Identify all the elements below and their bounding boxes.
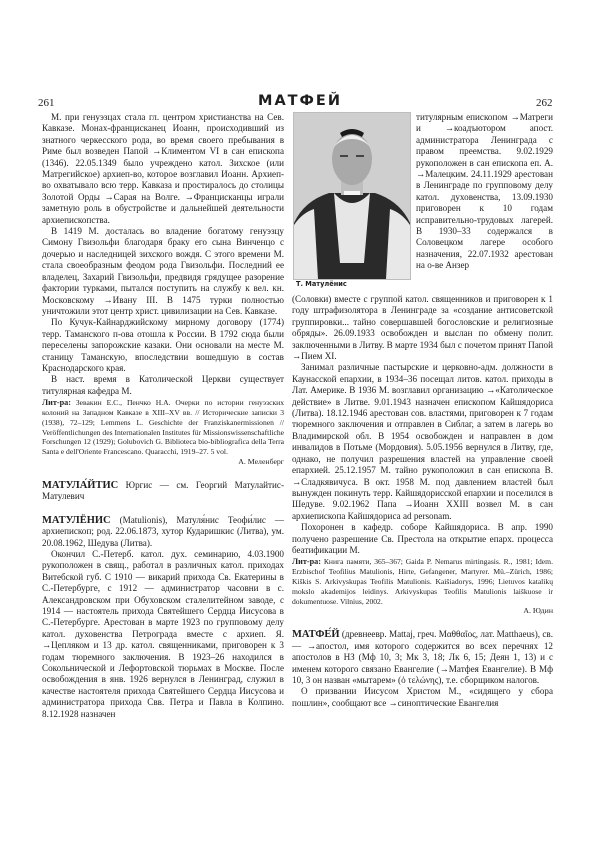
paragraph: титулярным епископом →Матреги и →коадъютором апост. администратора Ленинграда с правом преемства. 9.02.1929 рукоположен в сан епископа еп. А. →Малецким. 24.11.1929 арестован в Ленинграде по групповому делу катол. духовенства, 13.09.1930 приговорен к 10 годам исправительно-трудовых лагерей. В 1930–33 содержался в Соловецком лагере особого назначения, 22.07.1932 арестован на о-ве Анзер <box>416 112 553 271</box>
page-number-right: 262 <box>536 97 553 109</box>
entry-matulaitis <box>42 480 284 503</box>
running-head-title: МАТФЕЙ <box>258 93 342 109</box>
paragraph: (Соловки) вместе с группой катол. священников и приговорен к 1 году штрафизолятора в Ленинграде за «создание антисоветской группировки... тайно совершавшей богословские и религиозные обряды». 26.09.1933 освобожден и выслан по обмену полит. заключенными в Литву. В марте 1934 был с почетом принят Папой →Пием XI. <box>292 294 553 362</box>
paragraph: Похоронен в кафедр. соборе Кайшядориса. В апр. 1990 получено разрешение Св. Престола на открытие епарх. процесса беатификации М. <box>292 522 553 555</box>
right-column <box>292 294 553 709</box>
literature-block <box>42 398 284 457</box>
paragraph: Занимал различные пастырские и церковно-адм. должности в Каунасской епархии, в 1934–36 посещал литов. катол. приходы в Лат. Америке. В 1936 М. возглавил организацию →«Католическое действие» в Литве. 9.01.1943 назначен епископом Кайшядориса (Литва). 18.12.1946 арестован сов. властями, приговорен к 7 годам тюремного заключения и отправлен в Сиблаг, а затем в лагерь во Владимирской обл. В 1954 освобожден и направлен в дом инвалидов в Потьме (Мордовия). 5.05.1956 вернулся в Литву, где, однако, не получил разрешения властей на управление своей епархией. 25.12.1957 М. тайно рукоположил в сан епископа В. →Сладкявичуса. В окт. 1958 М. под давлением властей был вынужден покинуть терр. Кайшядорисской епархии и поселился в Шедуве. 9.02.1962 Папа →Иоанн XXIII возвел М. в сан архиепископа Кайшядориса ad personam. <box>292 362 553 521</box>
entry-text: Юргис — см. Георгий Матулайтис-Матулевич <box>42 479 284 502</box>
entry-matfei <box>292 629 553 686</box>
literature-label: Лит-ра: <box>42 398 71 408</box>
left-column <box>42 112 284 720</box>
right-column-beside-photo <box>416 112 553 272</box>
paragraph: М. при генуэзцах стала гл. центром христианства на Сев. Кавказе. Монах-францисканец Иоанн, происходивший из знатного черкесского рода, во время своего пребывания в Риме был возведен Папой →Климентом VI в сан епископа (1346). 22.05.1349 было учреждено катол. Зихское (или Матрегийское) архиеп-во, которое возглавил Иоанн. Архиеп-во охватывало всю терр. Кавказа и простиралось до столицы Золотой Орды →Сарая на Волге. →Францисканцы играли заметную роль в обустройстве и дальнейшей деятельности архиепископства. <box>42 112 284 225</box>
literature-text: Зевакин Е.С., Пенчко Н.А. Очерки по истории генуэзских колоний на Западном Кавказе в XIII–XV вв. // Исторические записки 3 (1938), 72–129; Lemmens L. Geschichte der Franziskanermissionen // Veröffentlichungen des Internationalen Institutes für Missionswissenschaftliche Forschungen 12 (1929); Golubovich G. Biblioteca bio-bibliografica della Terra Santa e dell'Oriente Francescano. Quaracchi, 1919–27. 5 vol. <box>42 398 284 457</box>
entry-text: (Matulionis), Матуля́нис Теофи́лис — архиепископ; род. 22.06.1873, хутор Кударишкис (Литва), ум. 20.08.1962, Шедува (Литва). <box>42 514 284 548</box>
paragraph: В 1419 М. досталась во владение богатому генуэзцу Симону Гвизольфи благодаря браку его сына Винченцо с дочерью и наследницей зихского вождя. С этого времени М. стала своеобразным феодом рода Гвизольфи. Последний ее владелец, Захарий Гвизольфи, предвидя грядущее разорение фактории турками, пытался поступить на службу к вел. кн. Московскому →Ивану III. В 1475 турки полностью уничтожили этот центр христ. цивилизации на Сев. Кавказе. <box>42 226 284 316</box>
paragraph: Окончил С.-Петерб. катол. дух. семинарию, 4.03.1900 рукоположен в свящ., работал в различных катол. приходах Витебской губ. С 1910 — викарий прихода Св. Екатерины в С.-Петербурге, с 1912 — администратор часовни в с. Александровском при Обуховском сталелитейном заводе, с 1914 — настоятель прихода Святейшего Сердца Иисусова в С.-Петербурге. Арестован в марте 1923 по групповому делу катол. духовенства Петрограда вместе с архиеп. Я. →Цепляком и 13 др. катол. священниками, приговорен к 3 годам тюремного заключения. В 1923–26 находился в Сокольнической и Лефортовской тюрьмах в Москве. После освобождения в янв. 1926 вернулся в Ленинград, служил в качестве настоятеля прихода Святейшего Сердца Иисусова и администратора прихода Свв. Петра и Павла в Колпино. 8.12.1928 назначен <box>42 548 284 719</box>
paragraph: По Кучук-Кайнарджийскому мирному договору (1774) терр. Таманского п-ова отошла к России. В 1792 сюда были переселены запорожские казаки. Они основали на месте М. станицу Таманскую, впоследствии вошедшую в состав Краснодарского края. <box>42 317 284 373</box>
paragraph: О призвании Иисусом Христом М., «сидящего у сбора пошлин», сообщают все →синоптические Евангелия <box>292 686 553 708</box>
literature-text: Книга памяти, 365–367; Gaida P. Nemarus mirtingasis. R., 1981; Idem. Erzbischof Teofilius Matulionis, Hirte, Gefangener, Martyrer. Mü.–Zürich, 1986; Kiškis S. Arkivyskupas Teofilis Matulionis. Kaišiadorys, 1996; Lietuvos katalikų mokslo akademijos leidinys. Arkivyskupas Teofilis Matulionis laiškuose ir dokumentuose. Vilnius, 2002. <box>292 557 553 606</box>
paragraph: В наст. время в Католической Церкви существует титулярная кафедра М. <box>42 374 284 396</box>
entry-text: (древнеевр. Mattaj, греч. Μαθθαῖος, лат. Matthaeus), св. — →апостол, имя которого содержится во всех перечнях 12 апостолов в НЗ (Мф 10, 3; Мк 3, 18; Лк 6, 15; Деян 1, 13) и с именем которого связано Евангелие (→Матфея Евангелие). В Мф 10, 3 он назван «мытарем» (ὁ τελώνης), т.е. сборщиком налогов. <box>292 629 553 685</box>
photo-caption: Т. Матулёнис <box>296 280 347 288</box>
portrait-photo-icon <box>293 112 411 280</box>
literature-label: Лит-ра: <box>292 557 321 567</box>
entry-title: МАТУЛА́ЙТИС <box>42 479 119 491</box>
entry-matulionis <box>42 515 284 549</box>
entry-title: МАТФЕ́Й <box>292 629 340 641</box>
article-author: А. Юдин <box>523 606 553 616</box>
entry-title: МАТУЛЁНИС <box>42 514 111 526</box>
article-author: А. Меленберг <box>238 456 284 466</box>
page-number-left: 261 <box>38 97 55 109</box>
literature-block <box>292 557 553 606</box>
